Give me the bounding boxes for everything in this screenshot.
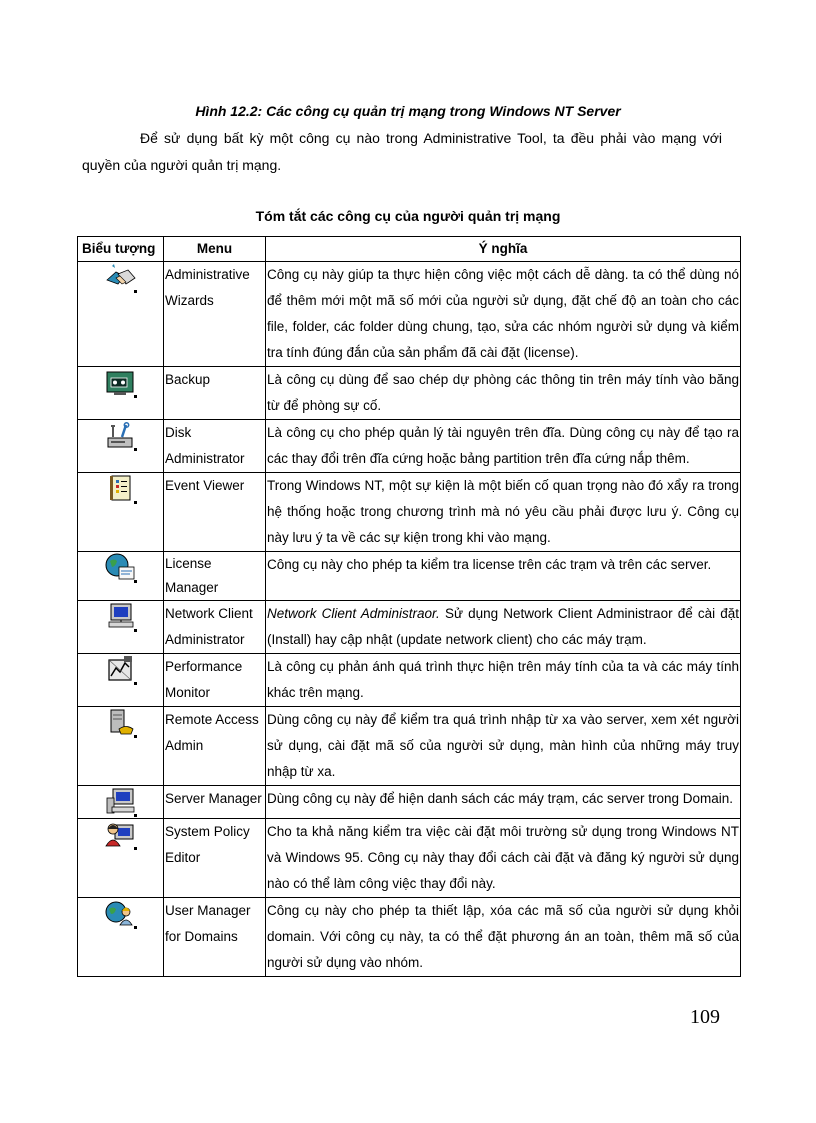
remote-phone-server-icon: [104, 707, 138, 739]
table-row: [78, 654, 741, 707]
table-title: Tóm tắt các công cụ của người quản trị mạng: [255, 208, 561, 224]
description: Công cụ này giúp ta thực hiện công việc một cách dễ dàng. ta có thể dùng nó để thêm mới một mã số mới của người sử dụng, đặt chế độ an toàn cho các file, folder, các folder dùng chung, tạo, sửa các nhóm người sử dụng và kiểm tra tính đúng đắn của sản phẩm đã cài đặt (license).: [266, 262, 741, 367]
handshake-wizard-icon: [104, 262, 138, 294]
menu-label: Administrative Wizards: [164, 262, 266, 367]
menu-label: System Policy Editor: [164, 819, 266, 898]
event-log-book-icon: [104, 473, 138, 505]
table-row: [78, 473, 741, 552]
menu-label: User Manager for Domains: [164, 898, 266, 977]
menu-label: Event Viewer: [164, 473, 266, 552]
description: Công cụ này cho phép ta thiết lập, xóa các mã số của người sử dụng khỏi domain. Với công cụ này, ta có thể đặt phương án an toàn, thêm mã số của người sử dụng vào nhóm.: [266, 898, 741, 977]
table-row: [78, 898, 741, 977]
description: Dùng công cụ này để hiện danh sách các máy trạm, các server trong Domain.: [266, 786, 741, 819]
description: Công cụ này cho phép ta kiểm tra license trên các trạm và trên các server.: [266, 552, 741, 601]
description: Là công cụ cho phép quản lý tài nguyên trên đĩa. Dùng công cụ này để tạo ra các thay đổi trên đĩa cứng hoặc bảng partition trên đĩa cứng nắp thêm.: [266, 420, 741, 473]
backup-tape-icon: [104, 367, 138, 399]
users-globe-icon: [104, 898, 138, 930]
table-row: [78, 601, 741, 654]
description-text: Sử dụng Network Client Administraor để cài đặt (Install) hay cập nhật (update network client) cho các máy trạm.: [267, 606, 739, 647]
menu-label: Network Client Administrator: [164, 601, 266, 654]
tools-table: [77, 236, 741, 977]
disk-tools-icon: [104, 420, 138, 452]
page-number: 109: [690, 1006, 720, 1028]
figure-caption: Hình 12.2: Các công cụ quản trị mạng trong Windows NT Server: [195, 103, 621, 119]
header-icon: Biểu tượng: [78, 237, 164, 262]
description: Trong Windows NT, một sự kiện là một biến cố quan trọng nào đó xẩy ra trong hệ thống hoặc trong chương trình mà nó yêu cầu phải được lưu ý. Công cụ này lưu ý ta về các sự kiện trong khi vào mạng.: [266, 473, 741, 552]
description-italic: Network Client Administraor.: [267, 606, 440, 621]
table-header-row: [78, 237, 741, 262]
policy-user-computer-icon: [104, 819, 138, 851]
globe-certificate-icon: [104, 552, 138, 584]
menu-label: Remote Access Admin: [164, 707, 266, 786]
table-row: [78, 707, 741, 786]
client-computer-icon: [104, 601, 138, 633]
table-row: [78, 552, 741, 601]
performance-chart-icon: [104, 654, 138, 686]
menu-label: Disk Administrator: [164, 420, 266, 473]
intro-paragraph: Để sử dụng bất kỳ một công cụ nào trong Administrative Tool, ta đều phải vào mạng với quyền của người quản trị mạng.: [82, 130, 722, 173]
table-row: [78, 420, 741, 473]
description: Dùng công cụ này để kiểm tra quá trình nhập từ xa vào server, xem xét người sử dụng, cài đặt mã số của người sử dụng, màn hình của những máy truy nhập từ xa.: [266, 707, 741, 786]
menu-label: Server Manager: [164, 786, 266, 819]
menu-label: Performance Monitor: [164, 654, 266, 707]
description: [266, 601, 741, 654]
header-meaning: Ý nghĩa: [266, 237, 741, 262]
description: Cho ta khả năng kiểm tra việc cài đặt môi trường sử dụng trong Windows NT và Windows 95. Công cụ này thay đổi cách cài đặt và đăng ký người sử dụng nào có thể làm công việc thay đổi này.: [266, 819, 741, 898]
header-menu: Menu: [164, 237, 266, 262]
table-row: [78, 819, 741, 898]
table-row: [78, 786, 741, 819]
table-row: [78, 262, 741, 367]
description: Là công cụ dùng để sao chép dự phòng các thông tin trên máy tính vào băng từ để phòng sự cố.: [266, 367, 741, 420]
menu-label: Backup: [164, 367, 266, 420]
table-row: [78, 367, 741, 420]
server-computer-icon: [104, 786, 138, 818]
description: Là công cụ phản ánh quá trình thực hiện trên máy tính của ta và các máy tính khác trên mạng.: [266, 654, 741, 707]
menu-label: License Manager: [164, 552, 266, 601]
